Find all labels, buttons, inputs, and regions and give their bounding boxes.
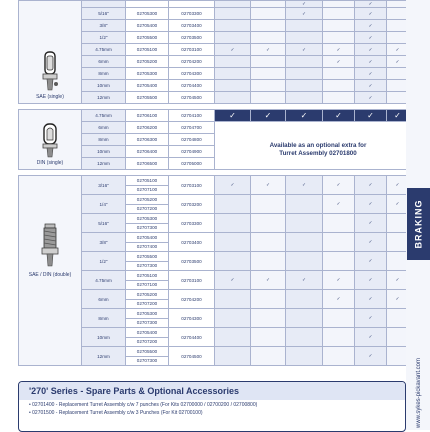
part-number-cell: 02703500 (169, 252, 215, 271)
size-cell: 12mm (82, 347, 126, 366)
compat-check: ✓ (286, 1, 323, 8)
part-number-cell: 02705400 (126, 233, 169, 243)
compat-check: ✓ (355, 233, 387, 252)
compat-check (251, 233, 286, 252)
part-number-cell: 02704500 (169, 92, 215, 104)
compat-check: ✓ (286, 271, 323, 290)
compat-check (323, 328, 355, 347)
part-number-cell: 02705500 (126, 252, 169, 262)
compat-check (251, 290, 286, 309)
size-cell: 4.75mm (82, 110, 126, 122)
compat-check: ✓ (355, 195, 387, 214)
compat-check: ✓ (355, 271, 387, 290)
compat-check: ✓ (355, 32, 387, 44)
compat-check (251, 347, 286, 366)
compat-check (286, 80, 323, 92)
braking-section-tab (407, 188, 430, 260)
part-number-cell: 02707100 (126, 280, 169, 290)
din-single-label: DIN (single) (36, 160, 64, 166)
compat-check (215, 68, 251, 80)
size-cell: 6mm (82, 56, 126, 68)
compat-check: ✓ (387, 44, 409, 56)
part-number-cell: 02707100 (126, 185, 169, 195)
compat-check (323, 92, 355, 104)
compat-check (215, 56, 251, 68)
compat-check: ✓ (387, 195, 409, 214)
compat-check (215, 32, 251, 44)
compat-check: ✓ (215, 271, 251, 290)
compat-check (323, 80, 355, 92)
optional-extra-note (229, 133, 407, 167)
part-number-cell: 02704200 (169, 56, 215, 68)
size-cell: 4.75mm (82, 271, 126, 290)
compat-check: ✓ (355, 56, 387, 68)
compat-check (286, 68, 323, 80)
sae-single-table (18, 0, 409, 104)
compat-check (251, 68, 286, 80)
din-single-image-cell (19, 110, 82, 170)
compat-check (215, 290, 251, 309)
compat-check (251, 56, 286, 68)
compat-check: ✓ (215, 44, 251, 56)
compat-check (215, 1, 251, 8)
compat-check (215, 347, 251, 366)
part-number-cell (126, 1, 169, 8)
compat-check: ✓ (286, 176, 323, 195)
sae-single-image-cell (19, 1, 82, 104)
compat-check: ✓ (323, 176, 355, 195)
size-cell: 8mm (82, 68, 126, 80)
part-number-cell: 02704800 (169, 134, 215, 146)
din-single-fitting-icon (39, 122, 61, 160)
part-number-cell: 02705200 (126, 195, 169, 205)
part-number-cell: 02703400 (169, 233, 215, 252)
compat-check: ✓ (323, 290, 355, 309)
compat-check (286, 92, 323, 104)
size-cell: 6mm (82, 122, 126, 134)
compat-check: ✓ (355, 309, 387, 328)
size-cell: 12mm (82, 158, 126, 170)
compat-check (251, 214, 286, 233)
compat-check (286, 309, 323, 328)
part-number-cell: 02707300 (126, 356, 169, 366)
compat-check: ✓ (323, 110, 355, 122)
compat-check (215, 20, 251, 32)
compat-check (251, 328, 286, 347)
compat-check: ✓ (387, 271, 409, 290)
compat-check: ✓ (387, 176, 409, 195)
part-number-cell: 02705500 (126, 347, 169, 357)
part-number-cell: 02705100 (126, 271, 169, 281)
part-number-cell: 02705300 (126, 8, 169, 20)
compat-check: ✓ (355, 8, 387, 20)
compat-check: ✓ (355, 68, 387, 80)
part-number-cell: 02704400 (169, 328, 215, 347)
part-number-cell: 02704500 (169, 347, 215, 366)
compat-check (323, 309, 355, 328)
size-cell: 3/8" (82, 20, 126, 32)
part-number-cell: 02706100 (126, 110, 169, 122)
optional-extra-line-2: Turret Assembly 02701800 (279, 150, 357, 157)
compat-check (286, 195, 323, 214)
part-number-cell: 02703300 (169, 214, 215, 233)
compat-check (286, 290, 323, 309)
part-number-cell: 02703300 (169, 8, 215, 20)
size-cell: 4.75mm (82, 44, 126, 56)
part-number-cell: 02705100 (126, 176, 169, 186)
sae-din-double-image-cell (19, 176, 82, 366)
spare-parts-title: '270' Series - Spare Parts & Optional Accessories (19, 382, 405, 400)
compat-check (323, 347, 355, 366)
size-cell: 12mm (82, 92, 126, 104)
part-number-cell: 02706200 (126, 122, 169, 134)
spare-part-item: • 02701400 - Replacement Turret Assembly c/w 7 punches (For Kits 02700000 / 02700200 / 02700800) (29, 402, 258, 408)
part-number-cell: 02705500 (126, 92, 169, 104)
part-number-cell: 02707200 (126, 299, 169, 309)
part-number-cell: 02704900 (169, 146, 215, 158)
size-cell: 3/8" (82, 233, 126, 252)
compat-check (215, 309, 251, 328)
part-number-cell: 02703200 (169, 195, 215, 214)
part-number-cell: 02704100 (169, 110, 215, 122)
compat-check: ✓ (286, 44, 323, 56)
part-number-cell: 02705200 (126, 290, 169, 300)
size-cell (82, 1, 126, 8)
part-number-cell: 02705200 (126, 56, 169, 68)
compat-check (286, 252, 323, 271)
compat-check: ✓ (355, 328, 387, 347)
compat-check (215, 233, 251, 252)
size-cell: 3/16" (82, 176, 126, 195)
compat-check: ✓ (323, 44, 355, 56)
part-number-cell: 02704200 (169, 290, 215, 309)
compat-check (251, 8, 286, 20)
compat-check: ✓ (387, 290, 409, 309)
compat-check: ✓ (355, 44, 387, 56)
size-cell: 1/2" (82, 252, 126, 271)
part-number-cell: 02705400 (126, 20, 169, 32)
compat-check (215, 195, 251, 214)
part-number-cell: 02704700 (169, 122, 215, 134)
compat-check: ✓ (355, 1, 387, 8)
compat-check (323, 214, 355, 233)
website-text (414, 357, 424, 430)
size-cell: 8mm (82, 309, 126, 328)
compat-check: ✓ (355, 20, 387, 32)
compat-check (251, 32, 286, 44)
compat-check (286, 56, 323, 68)
compat-check (323, 8, 355, 20)
compat-check: ✓ (355, 80, 387, 92)
size-cell: 5/16" (82, 214, 126, 233)
compat-check (215, 214, 251, 233)
compat-check (215, 92, 251, 104)
part-number-cell: 02703100 (169, 44, 215, 56)
optional-extra-line-1: Available as an optional extra for (269, 142, 367, 149)
compat-check: ✓ (251, 271, 286, 290)
part-number-cell: 02705300 (126, 214, 169, 224)
compat-check (323, 1, 355, 8)
part-number-cell: 02707200 (126, 337, 169, 347)
size-cell: 10mm (82, 146, 126, 158)
compat-check (323, 233, 355, 252)
compat-check (286, 20, 323, 32)
compat-check: ✓ (355, 110, 387, 122)
part-number-cell (169, 1, 215, 8)
compat-check (215, 252, 251, 271)
spare-parts-box (18, 381, 406, 432)
compat-check: ✓ (251, 44, 286, 56)
compat-check (286, 233, 323, 252)
compat-check: ✓ (355, 176, 387, 195)
part-number-cell: 02703100 (169, 176, 215, 195)
compat-check: ✓ (387, 56, 409, 68)
compat-check: ✓ (355, 214, 387, 233)
compat-check: ✓ (355, 290, 387, 309)
compat-check (286, 347, 323, 366)
compat-check (251, 195, 286, 214)
compat-check: ✓ (355, 347, 387, 366)
website-url[interactable]: www.sykes-pickavant.com (416, 357, 423, 429)
part-number-cell: 02706300 (126, 134, 169, 146)
compat-check: ✓ (323, 271, 355, 290)
part-number-cell: 02703400 (169, 20, 215, 32)
size-cell: 10mm (82, 80, 126, 92)
part-number-cell: 02707300 (126, 261, 169, 271)
part-number-cell: 02707200 (126, 204, 169, 214)
sae-din-double-fitting-icon (38, 222, 62, 272)
size-cell: 5/16" (82, 8, 126, 20)
compat-check: ✓ (215, 110, 251, 122)
compat-check (286, 32, 323, 44)
part-number-cell: 02705400 (126, 80, 169, 92)
part-number-cell: 02705300 (126, 309, 169, 319)
part-number-cell: 02705500 (126, 32, 169, 44)
compat-check: ✓ (355, 252, 387, 271)
compat-check: ✓ (323, 56, 355, 68)
compat-check (215, 8, 251, 20)
compat-check (286, 214, 323, 233)
sae-single-fitting-icon (39, 50, 61, 94)
compat-check (323, 32, 355, 44)
part-number-cell: 02704300 (169, 309, 215, 328)
compat-check (215, 328, 251, 347)
part-number-cell: 02707300 (126, 318, 169, 328)
part-number-cell: 02705400 (126, 328, 169, 338)
part-number-cell: 02706400 (126, 146, 169, 158)
compat-check: ✓ (215, 176, 251, 195)
compat-check (323, 252, 355, 271)
part-number-cell: 02705000 (169, 158, 215, 170)
sae-din-double-table (18, 175, 409, 366)
compat-check (251, 1, 286, 8)
compat-check (323, 20, 355, 32)
compat-check (323, 68, 355, 80)
compat-check: ✓ (355, 92, 387, 104)
compat-check: ✓ (286, 8, 323, 20)
part-number-cell: 02705300 (126, 68, 169, 80)
size-cell: 10mm (82, 328, 126, 347)
spare-part-item: • 02701500 - Replacement Turret Assembly c/w 3 Punches (For Kit 02700100) (29, 410, 203, 416)
compat-check: ✓ (251, 176, 286, 195)
size-cell: 1/2" (82, 32, 126, 44)
sae-single-label: SAE (single) (36, 94, 64, 100)
compat-check (251, 92, 286, 104)
compat-check: ✓ (323, 195, 355, 214)
part-number-cell: 02706500 (126, 158, 169, 170)
sae-din-double-label: SAE / DIN (double) (28, 272, 72, 278)
compat-check (286, 328, 323, 347)
part-number-cell: 02707400 (126, 242, 169, 252)
compat-check (251, 80, 286, 92)
part-number-cell: 02704400 (169, 80, 215, 92)
part-number-cell: 02703100 (169, 271, 215, 290)
compat-check (251, 252, 286, 271)
compat-check (251, 309, 286, 328)
compat-check (251, 20, 286, 32)
size-cell: 1/4" (82, 195, 126, 214)
braking-tab-label: BRAKING (413, 199, 424, 249)
compat-check: ✓ (387, 110, 409, 122)
compat-check: ✓ (286, 110, 323, 122)
part-number-cell: 02705100 (126, 44, 169, 56)
part-number-cell: 02704300 (169, 68, 215, 80)
part-number-cell: 02707300 (126, 223, 169, 233)
size-cell: 6mm (82, 290, 126, 309)
compat-check: ✓ (251, 110, 286, 122)
compat-check (215, 80, 251, 92)
part-number-cell: 02703500 (169, 32, 215, 44)
size-cell: 8mm (82, 134, 126, 146)
